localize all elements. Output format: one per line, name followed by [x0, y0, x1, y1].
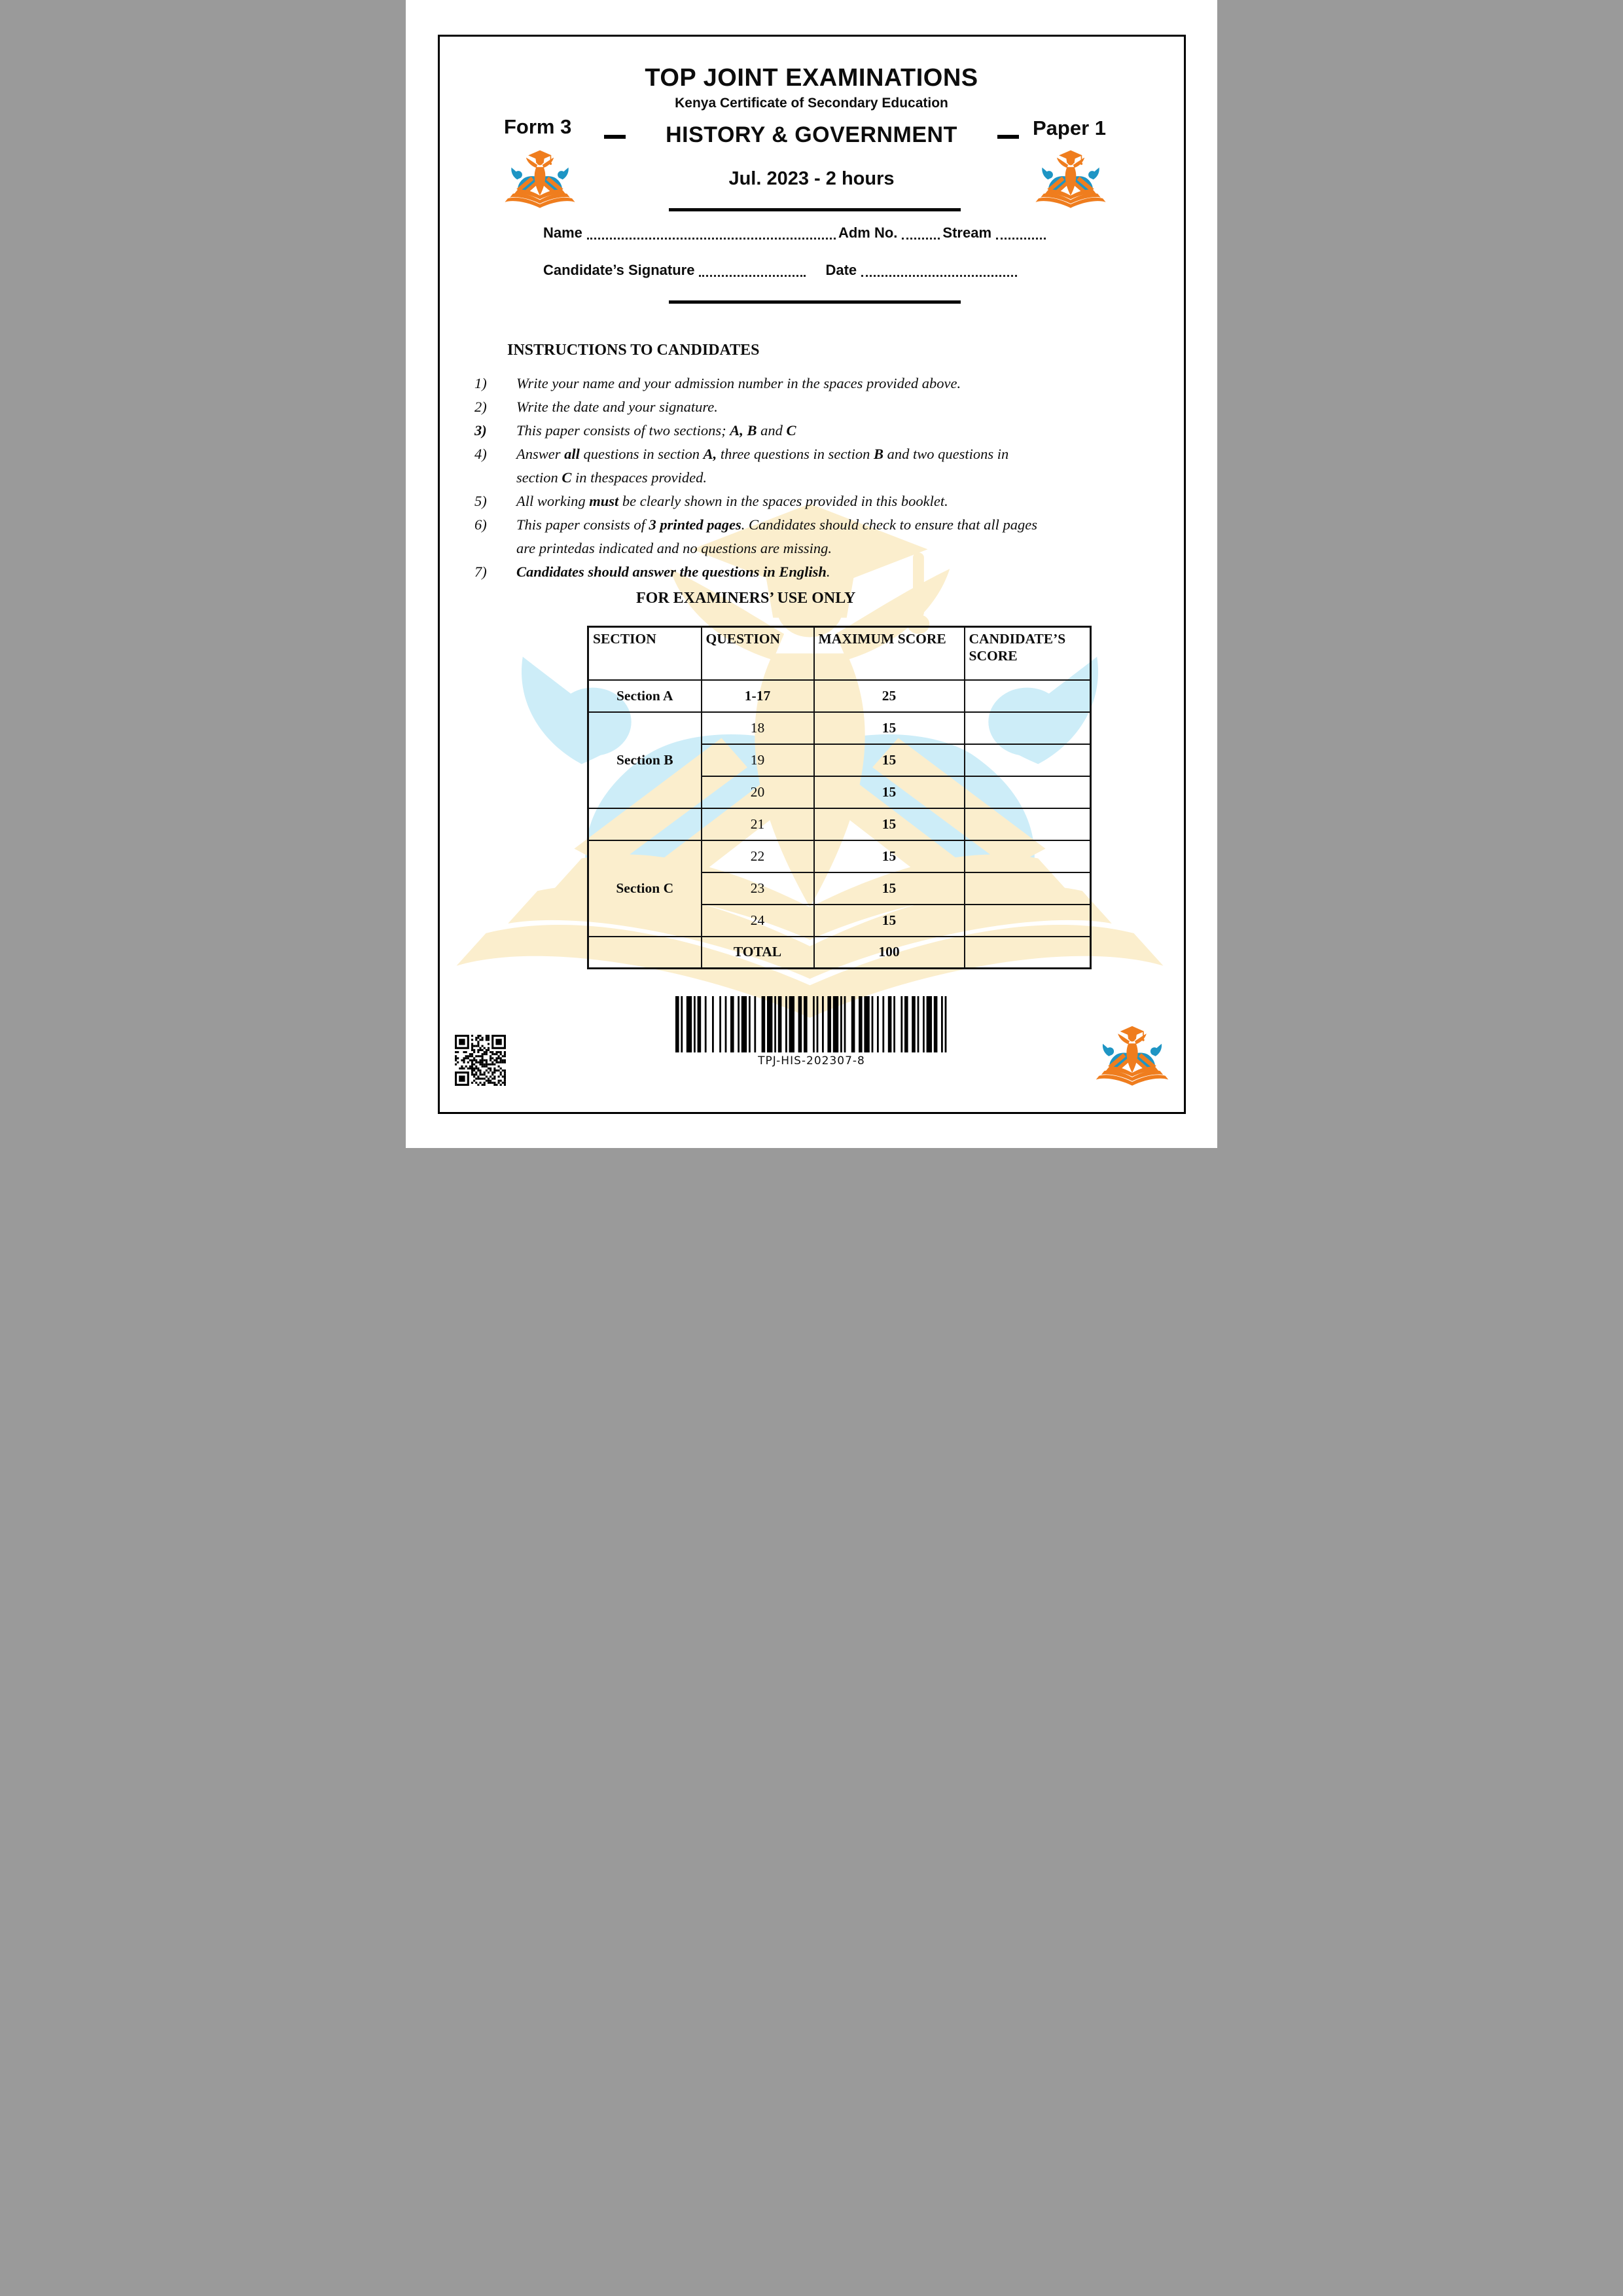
table-cell	[965, 712, 1091, 744]
table-cell	[965, 776, 1091, 808]
instruction-text: Write the date and your signature.	[516, 399, 718, 415]
barcode	[675, 996, 950, 1052]
table-cell: 19	[702, 744, 814, 776]
instruction-item-3	[474, 419, 1052, 442]
right-dash	[997, 135, 1019, 139]
instruction-item-6	[474, 513, 1052, 560]
paper-number: Paper 1	[1033, 117, 1107, 139]
table-row	[588, 712, 1091, 744]
table-cell: 15	[814, 712, 965, 744]
table-cell: Section A	[588, 680, 702, 712]
date-fill-line	[861, 266, 1017, 277]
table-cell: 15	[814, 776, 965, 808]
table-cell: 15	[814, 808, 965, 840]
name-fill-line	[587, 228, 836, 240]
table-row	[588, 808, 1091, 840]
examiners-use-heading: FOR EXAMINERS’ USE ONLY	[636, 590, 856, 607]
instruction-number: 4)	[474, 446, 487, 462]
divider-rule-top	[669, 208, 961, 211]
table-cell: 22	[702, 840, 814, 872]
instruction-item-1	[474, 372, 1052, 395]
form-level: Form 3	[504, 115, 572, 138]
table-cell: Section C	[588, 840, 702, 937]
table-cell: Section B	[588, 712, 702, 808]
exam-board-title: TOP JOINT EXAMINATIONS	[645, 64, 978, 92]
table-row	[588, 840, 1091, 872]
instruction-text: Candidates should answer the questions in English.	[516, 564, 830, 580]
table-cell: TOTAL	[702, 937, 814, 969]
stream-label: Stream	[942, 224, 991, 241]
table-cell: 21	[702, 808, 814, 840]
left-dash	[604, 135, 626, 139]
table-cell	[965, 905, 1091, 937]
table-cell: 24	[702, 905, 814, 937]
table-cell	[965, 808, 1091, 840]
table-cell: 100	[814, 937, 965, 969]
instructions-list	[474, 372, 1052, 584]
instruction-item-5	[474, 490, 1052, 513]
subject-title: HISTORY & GOVERNMENT	[666, 122, 957, 147]
table-cell	[965, 680, 1091, 712]
barcode-label: TPJ-HIS-202307-8	[758, 1054, 865, 1067]
instruction-text: This paper consists of two sections; A, B and C	[516, 422, 796, 439]
table-row	[588, 937, 1091, 969]
adm-no-label: Adm No.	[838, 224, 898, 241]
signature-fill-line	[699, 266, 806, 277]
table-cell	[588, 937, 702, 969]
school-logo-bottom-right	[1094, 1022, 1170, 1087]
table-header-cell: CANDIDATE’S SCORE	[965, 627, 1091, 680]
instruction-number: 5)	[474, 493, 487, 509]
table-header-cell: MAXIMUM SCORE	[814, 627, 965, 680]
exam-cover-page	[406, 0, 1217, 1148]
table-cell: 15	[814, 905, 965, 937]
date-label: Date	[825, 262, 857, 278]
table-header-cell: SECTION	[588, 627, 702, 680]
table-cell: 18	[702, 712, 814, 744]
signature-label: Candidate’s Signature	[543, 262, 695, 278]
stream-fill-line	[996, 228, 1046, 240]
table-header-cell: QUESTION	[702, 627, 814, 680]
instruction-text: Answer all questions in section A, three questions in section B and two questions in section C in thespaces provided.	[516, 446, 1009, 486]
table-cell	[965, 937, 1091, 969]
table-cell: 15	[814, 744, 965, 776]
table-cell: 15	[814, 840, 965, 872]
instruction-item-2	[474, 395, 1052, 419]
table-cell: 23	[702, 872, 814, 905]
instruction-number: 2)	[474, 399, 487, 415]
instruction-item-4	[474, 442, 1052, 490]
table-cell: 20	[702, 776, 814, 808]
signature-date-row	[543, 262, 1043, 279]
instruction-number: 6)	[474, 516, 487, 533]
instruction-text: Write your name and your admission number in the spaces provided above.	[516, 375, 961, 391]
table-cell	[965, 744, 1091, 776]
instruction-text: All working must be clearly shown in the spaces provided in this booklet.	[516, 493, 948, 509]
table-row	[588, 680, 1091, 712]
table-cell: 1-17	[702, 680, 814, 712]
instructions-heading: INSTRUCTIONS TO CANDIDATES	[507, 342, 760, 359]
instruction-number: 3)	[474, 422, 487, 439]
table-cell	[965, 840, 1091, 872]
examiners-score-table	[587, 626, 1092, 969]
instruction-text: This paper consists of 3 printed pages. Candidates should check to ensure that all pages are printedas indicated and no questions are missing.	[516, 516, 1038, 556]
certificate-subtitle: Kenya Certificate of Secondary Education	[675, 96, 948, 111]
divider-rule-bottom	[669, 300, 961, 304]
name-label: Name	[543, 224, 582, 241]
exam-session: Jul. 2023 - 2 hours	[728, 168, 895, 189]
adm-no-fill-line	[902, 228, 940, 240]
instruction-item-7	[474, 560, 1052, 584]
table-cell	[965, 872, 1091, 905]
instruction-number: 1)	[474, 375, 487, 391]
table-cell: 15	[814, 872, 965, 905]
candidate-name-row	[543, 224, 1048, 242]
table-cell: 25	[814, 680, 965, 712]
table-cell	[588, 808, 702, 840]
instruction-number: 7)	[474, 564, 487, 580]
qr-code-icon	[455, 1035, 506, 1086]
